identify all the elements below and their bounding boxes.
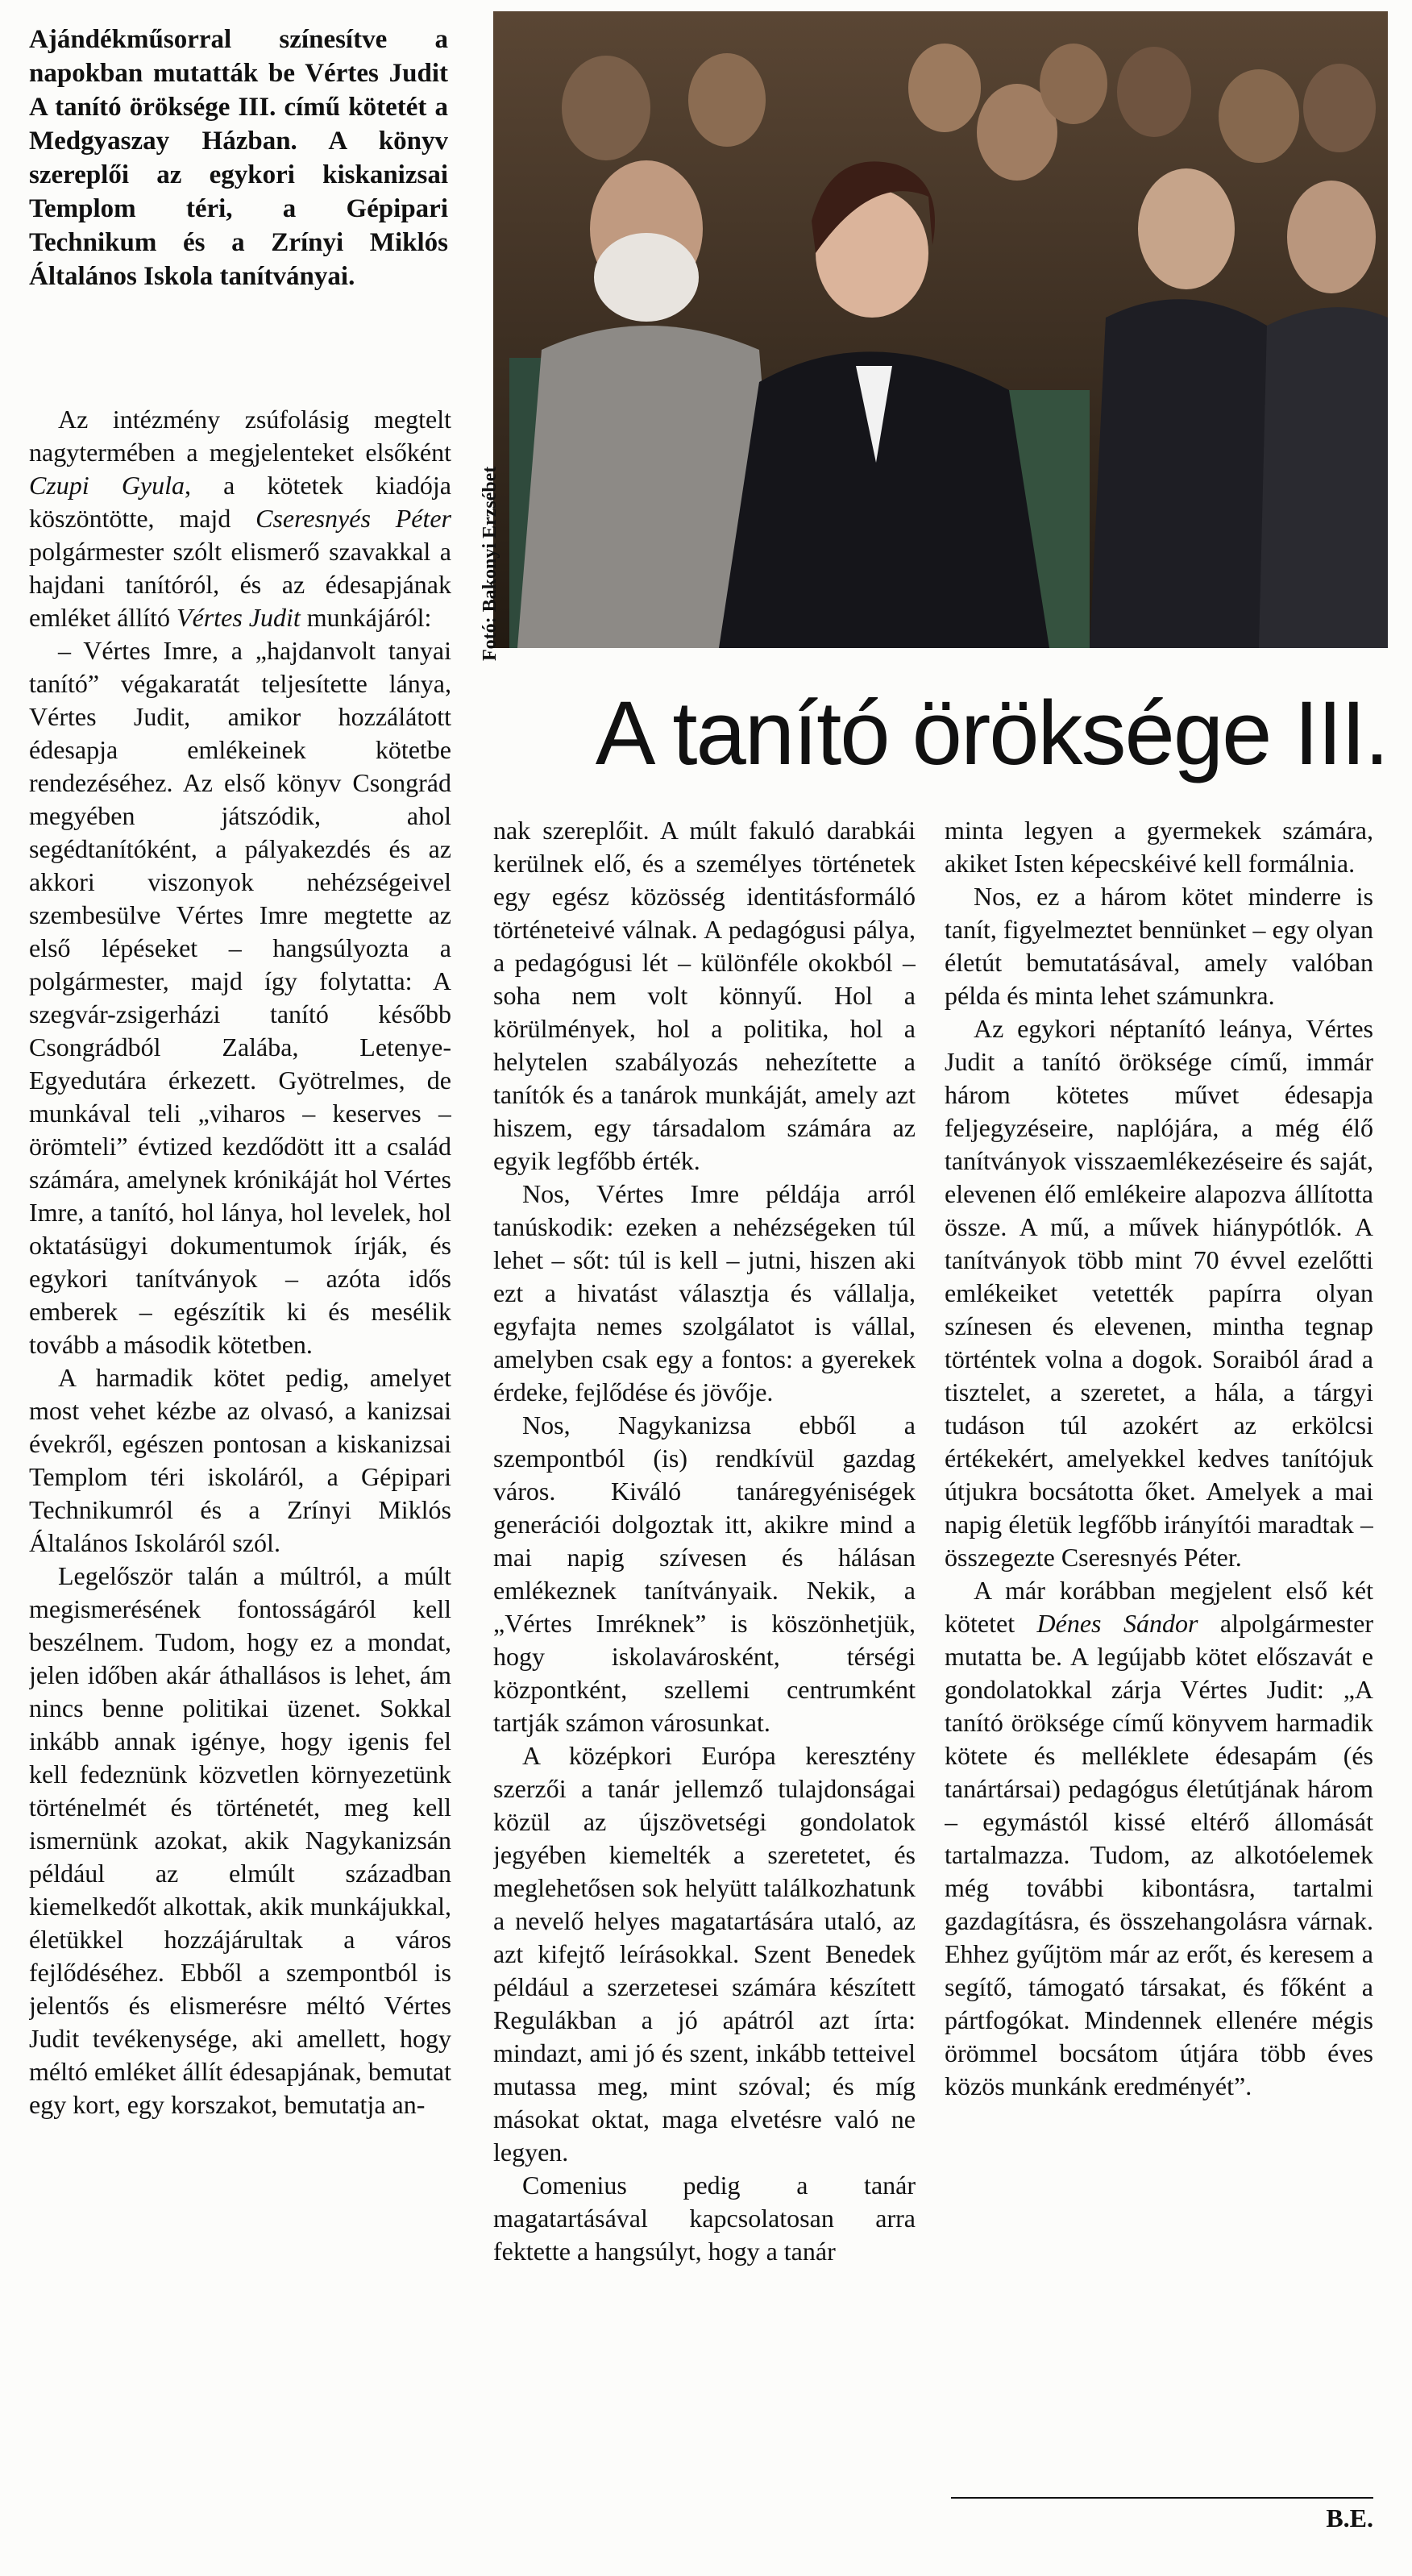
paragraph-text: minta legyen a gyermekek számára, akiket Isten képecskéivé kell formálnia. <box>945 816 1373 878</box>
paragraph-text: A már korábban megjelent első két kötetet <box>945 1576 1373 1638</box>
paragraph-text: A középkori Európa keresztény szerzői a tanár jellemző tulajdonságai közül az újszövetségi gondolatok jegyében kiemelték a szeretetet, és meglehetősen sok helyütt találkozhatunk a nevelő helyes magatartására utaló, az azt kifejtő leírásokkal. Szent Benedek például a szerzetesei számára készített Regulákban a jó apátról azt írta: mindazt, ami jó és szent, inkább tetteivel mutassa meg, mint szóval; és míg másokat oktat, maga elvetésre való ne legyen. <box>493 1741 916 2167</box>
paragraph-text: Nos, ez a három kötet minderre is tanít, figyelmeztet bennünket – egy olyan életút bemutatásával, amely valóban példa és minta lehet számunkra. <box>945 882 1373 1010</box>
person-name: Vértes Judit <box>176 603 301 632</box>
paragraph-text: nak szereplőit. A múlt fakuló darabkái kerülnek elő, és a személyes történetek egy egész közösség identitásformáló történeteivé válnak. A pedagógusi pálya, a pedagógusi lét – különféle okokból – soha nem volt könnyű. Hol a körülmények, hol a politika, hol a helytelen szabályozás nehezítette a tanítók és a tanárok munkáját, amely azt hiszem, egy társadalom számára az egyik legfőbb érték. <box>493 816 916 1175</box>
person-name: Dénes Sándor <box>1036 1609 1198 1638</box>
paragraph-text: Az egykori néptanító leánya, Vértes Judit a tanító öröksége című, immár három kötetes művet édesapja feljegyzéseire, naplójára, a még élő tanítványok visszaemlékezéseire és saját, elevenen élő emlékeire alapozva állította össze. A mű, a művek hiánypótlók. A tanítványok több mint 70 évvel ezelőtti emlékeiket vetették papírra olyan színesen és elevenen, mintha tegnap történtek volna a dogok. Soraiból árad a tisztelet, a szeretet, a hála, a tárgyi tudáson túl azokért az erkölcsi értékekért, amelyekkel kedves tanítójuk útjukra bocsátotta őket. Amelyek a mai napig életük legfőbb irányítói maradtak – összegezte Cseresnyés Péter. <box>945 1014 1373 1572</box>
paragraph-text: , a kötetek kiadója köszöntötte, majd <box>29 471 451 533</box>
person-name: Cseresnyés Péter <box>255 504 451 533</box>
paragraph-text: A harmadik kötet pedig, amelyet most vehet kézbe az olvasó, a kanizsai évekről, egészen pontosan a kiskanizsai Templom téri iskoláról, a Gépipari Technikumról és a Zrínyi Miklós Általános Iskoláról szól. <box>29 1363 451 1557</box>
photo-credit <box>455 403 500 661</box>
audience-photo-illustration <box>493 11 1388 648</box>
photo-credit-text: Fotó: Bakonyi Erzsébet <box>480 466 500 661</box>
col1-paragraph <box>29 403 451 634</box>
paragraph-text: Nos, Vértes Imre példája arról tanúskodik: ezeken a nehézségeken túl lehet – sőt: túl is kell – jutni, hiszen aki ezt a hivatást választja és vállalja, egyfajta nemes szolgálatot is vállal, amelyben csak egy a fontos: a gyerekek érdeke, fejlődése és jövője. <box>493 1179 916 1406</box>
paragraph-text: Legelőször talán a múltról, a múlt megismerésének fontosságáról kell beszélnem. Tudom, hogy ez a mondat, jelen időben akár áthallásos is lehet, ám nincs benne politikai üzenet. Sokkal inkább annak igénye, hogy igenis fel kell fedeznünk közvetlen környezetünk történelmét és történetét, meg kell ismernünk azokat, akik Nagykanizsán például az elmúlt században kiemelkedőt alkottak, akik munkájukkal, életükkel hozzájárultak a város fejlődéséhez. Ebből a szempontból is jelentős és elismerésre méltó Vértes Judit tevékenysége, aki amellett, hogy méltó emléket állít édesapjának, bemutat egy kort, egy korszakot, bemutatja an- <box>29 1561 451 2119</box>
article-column-3 <box>945 814 1373 2426</box>
author-signature: B.E. <box>1326 2503 1373 2532</box>
article-column-1 <box>29 403 451 2539</box>
paragraph-text: Nos, Nagykanizsa ebből a szempontból (is) rendkívül gazdag város. Kiváló tanáregyéniségek generációi dolgoztak itt, akikre mind a mai napig szívesen és hálásan emlékeznek tanítványaik. Nekik, a „Vértes Imréknek” is köszönhetjük, hogy iskolavárosként, térségi központként, szellemi centrumként tartják számon városunkat. <box>493 1411 916 1737</box>
paragraph-text: polgármester szólt elismerő szavakkal a hajdani tanítóról, és az édesapjának emléket állító <box>29 537 451 632</box>
col2-paragraph <box>493 1409 916 1739</box>
col3-paragraph <box>945 1012 1373 1574</box>
person-name: Czupi Gyula <box>29 471 185 500</box>
paragraph-text: Comenius pedig a tanár magatartásával kapcsolatosan arra fektette a hangsúlyt, hogy a tanár <box>493 2171 916 2266</box>
col2-paragraph <box>493 1739 916 2169</box>
end-rule <box>951 2497 1373 2499</box>
article-headline: A tanító öröksége III. <box>595 683 1388 783</box>
col1-paragraph <box>29 634 451 1361</box>
col3-paragraph <box>945 880 1373 1012</box>
paragraph-text: – Vértes Imre, a „hajdanvolt tanyai tanító” végakaratát teljesítette lánya, Vértes Judit, amikor hozzálátott édesapja emlékeinek kötetbe rendezéséhez. Az első könyv Csongrád megyében játszódik, ahol segédtanítóként, a pályakezdés és az akkori viszonyok nehézségeivel szembesülve Vértes Imre megtette az első lépéseket – hangsúlyozta a polgármester, majd így folytatta: A szegvár-zsigerházi tanító később Csongrádból Zalába, Letenye-Egyedutára érkezett. Gyötrelmes, de munkával teli „viharos – keserves – örömteli” évtized kezdődött itt a család számára, amelynek krónikáját hol Vértes Imre, a tanító, hol lánya, hol levelek, hol oktatásügyi dokumentumok írják, és egykori tanítványok – azóta idős emberek – egészítik ki és mesélik tovább a második kötetben. <box>29 636 451 1359</box>
col1-paragraph <box>29 1560 451 2121</box>
lead-paragraph: Ajándékműsorral színesítve a napokban mutatták be Vértes Judit A tanító öröksége III. című kötetét a Medgyaszay Házban. A könyv szereplői az egykori kiskanizsai Templom téri, a Gépipari Technikum és a Zrínyi Miklós Általános Iskola tanítványai. <box>29 25 448 291</box>
col3-paragraph <box>945 814 1373 880</box>
paragraph-text: alpolgármester mutatta be. A legújabb kötet előszavát e gondolatokkal zárja Vértes Judit: „A tanító öröksége című könyvem harmadik kötete és melléklete édesapám (és tanártársai) pedagógus életútjának három – egymástól kissé eltérő állomását tartalmazza. Tudom, az alkotóelemek még további kibontásra, tartalmi gazdagításra, és összehangolásra várnak. Ehhez gyűjtöm már az erőt, és keresem a segítő, támogató társakat, és főként a pártfogókat. Mindennek ellenére mégis örömmel bocsátom útjára több éves közös munkánk eredményét”. <box>945 1609 1373 2100</box>
article-column-2 <box>493 814 916 2547</box>
paragraph-text: Az intézmény zsúfolásig megtelt nagytermében a megjelenteket elsőként <box>29 405 451 467</box>
col2-paragraph <box>493 814 916 1178</box>
col1-paragraph <box>29 1361 451 1560</box>
event-photo <box>493 11 1388 648</box>
col3-paragraph <box>945 1574 1373 2103</box>
col2-paragraph <box>493 2169 916 2268</box>
paragraph-text: munkájáról: <box>300 603 432 632</box>
col2-paragraph <box>493 1178 916 1409</box>
